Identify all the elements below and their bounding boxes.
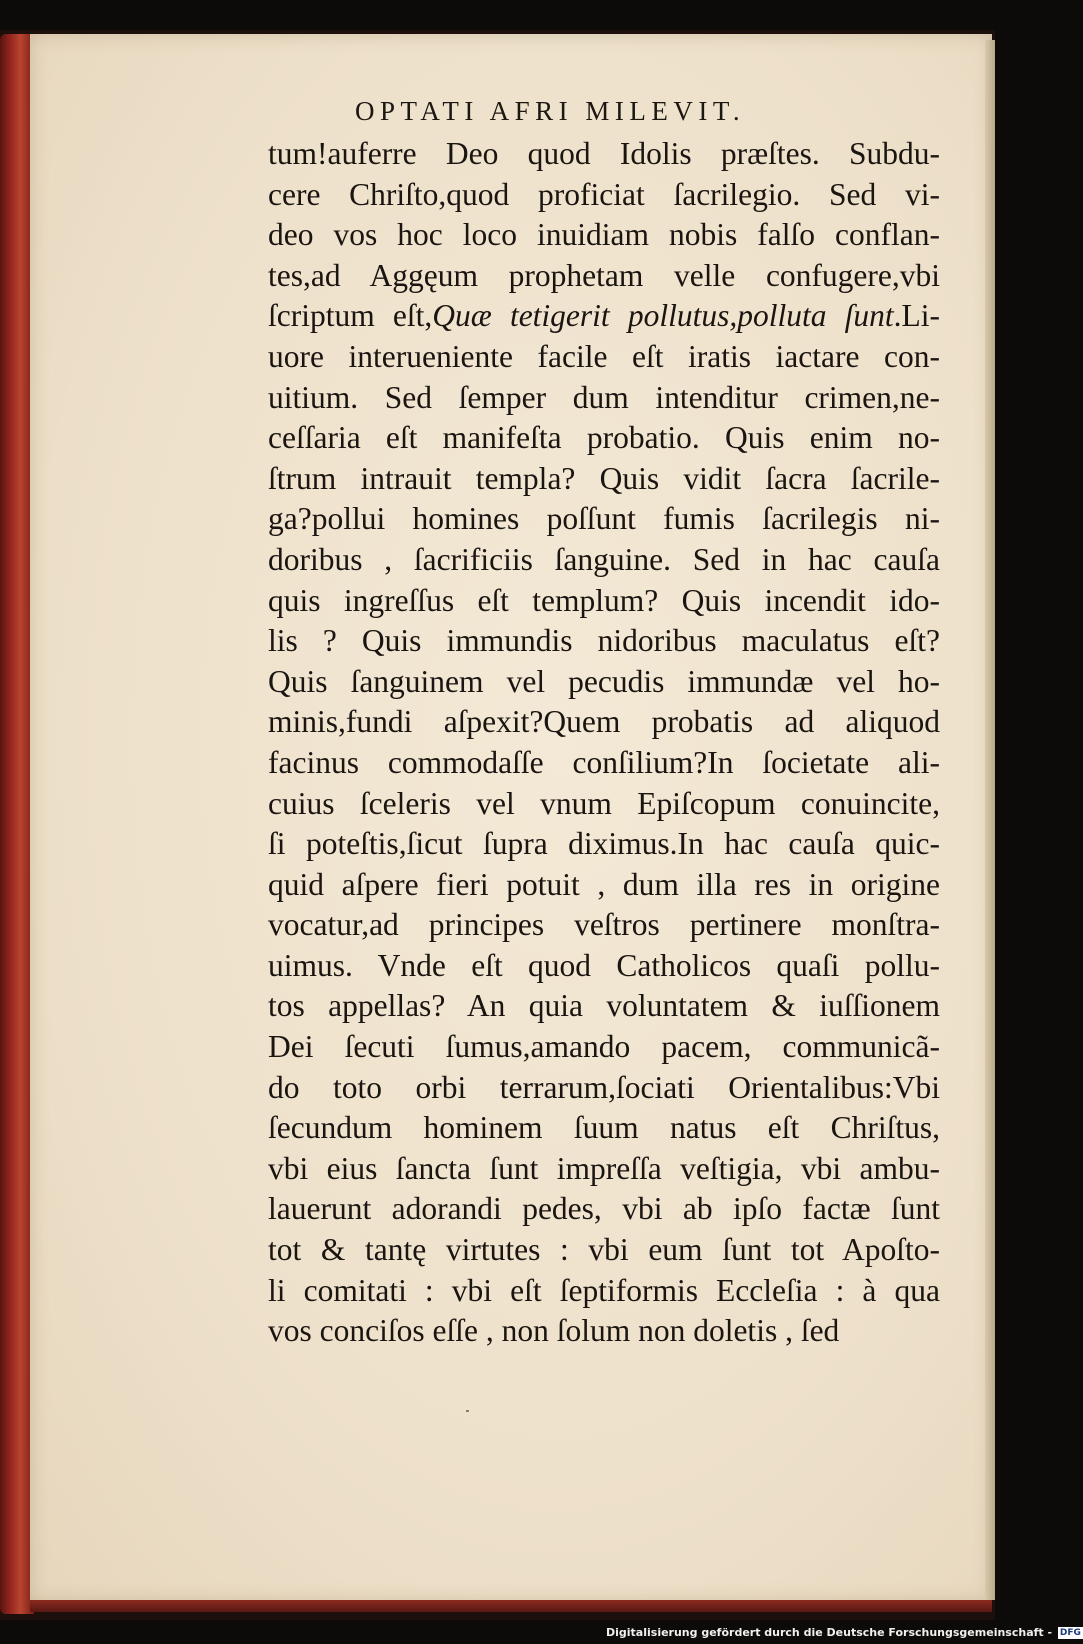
- line-text: quis ingreſſus eſt templum? Quis incendit ido-: [268, 582, 940, 618]
- line-text: doribus , ſacrificiis ſanguine. Sed in hac cauſa: [268, 541, 940, 577]
- text-line: [268, 702, 940, 743]
- line-text: tum!auferre Deo quod Idolis præſtes. Subdu-: [268, 136, 940, 171]
- dfg-logo: DFG: [1059, 1628, 1081, 1638]
- line-text: minis,fundi aſpexit?Quem probatis ad aliquod: [268, 704, 940, 740]
- text-line: [268, 784, 940, 825]
- line-text: cere Chriſto,quod proficiat ſacrilegio. Sed vi-: [268, 176, 940, 212]
- text-line: [268, 743, 940, 784]
- line-text: deo vos hoc loco inuidiam nobis falſo conflan-: [268, 217, 940, 253]
- text-line: [268, 134, 940, 175]
- text-line: [268, 1271, 940, 1312]
- paper-speck: [466, 1410, 469, 1412]
- line-text: Quis ſanguinem vel pecudis immundæ vel ho-: [268, 663, 940, 699]
- text-line: [268, 215, 940, 256]
- line-text-after: .Li-: [893, 298, 941, 334]
- line-text: ſecundum hominem ſuum natus eſt Chriſtus,: [268, 1110, 940, 1146]
- text-line: [268, 418, 940, 459]
- italic-quote: Quæ tetigerit pollutus,polluta ſunt: [432, 298, 894, 334]
- text-line: [268, 1189, 940, 1230]
- line-text: uore interueniente facile eſt iratis iactare con-: [268, 338, 940, 374]
- footer-text: Digitalisierung gefördert durch die Deutsche Forschungsgemeinschaft -: [606, 1626, 1053, 1639]
- line-text: lauerunt adorandi pedes, vbi ab ipſo factæ ſunt: [268, 1191, 940, 1227]
- line-text: tes,ad Aggęum prophetam velle confugere,vbi: [268, 257, 940, 293]
- line-text: Dei ſecuti ſumus,amando pacem, communicã-: [268, 1029, 940, 1065]
- text-line: [268, 459, 940, 500]
- text-line: [268, 1311, 940, 1352]
- line-text: ſtrum intrauit templa? Quis vidit ſacra ſacrile-: [268, 460, 940, 496]
- line-text: tos appellas? An quia voluntatem & iuſſionem: [268, 988, 940, 1024]
- line-text: ſcriptum eſt,: [268, 298, 433, 334]
- line-text: uitium. Sed ſemper dum intenditur crimen,ne-: [268, 379, 940, 415]
- text-line: [268, 905, 940, 946]
- text-line: [268, 296, 940, 337]
- body-text: [268, 134, 940, 1352]
- page-right-edge: [985, 40, 995, 1600]
- line-text: vbi eius ſancta ſunt impreſſa veſtigia, vbi ambu-: [268, 1150, 940, 1186]
- text-line: [268, 824, 940, 865]
- text-line: [268, 1027, 940, 1068]
- text-line: [268, 337, 940, 378]
- line-text: ga?pollui homines poſſunt fumis ſacrilegis ni-: [268, 501, 940, 537]
- line-text: ceſſaria eſt manifeſta probatio. Quis enim no-: [268, 420, 940, 456]
- digitization-footer: [606, 1626, 1083, 1642]
- text-line: [268, 1230, 940, 1271]
- line-text: vocatur,ad principes veſtros pertinere monſtra-: [268, 907, 940, 943]
- page-bottom-edge: [30, 1600, 992, 1612]
- text-line: [268, 581, 940, 622]
- line-text: do toto orbi terrarum,ſociati Orientalibus:Vbi: [268, 1069, 940, 1105]
- text-line: [268, 378, 940, 419]
- line-text: quid aſpere fieri potuit , dum illa res in origine: [268, 866, 940, 902]
- text-line: [268, 175, 940, 216]
- text-line: [268, 1149, 940, 1190]
- running-head: OPTATI AFRI MILEVIT.: [355, 96, 746, 126]
- line-text: facinus commodaſſe conſilium?In ſocietate ali-: [268, 744, 940, 780]
- line-text: ſi poteſtis,ſicut ſupra diximus.In hac cauſa quic-: [268, 826, 940, 862]
- text-line: [268, 1108, 940, 1149]
- text-line: [268, 540, 940, 581]
- text-line: [268, 499, 940, 540]
- line-text: cuius ſceleris vel vnum Epiſcopum conuincite,: [268, 785, 940, 821]
- line-text: tot & tantę virtutes : vbi eum ſunt tot Apoſto-: [268, 1232, 940, 1268]
- text-line: [268, 256, 940, 297]
- line-text: uimus. Vnde eſt quod Catholicos quaſi pollu-: [268, 947, 940, 983]
- text-line: [268, 621, 940, 662]
- line-text: vos conciſos eſſe , non ſolum non doletis , ſed: [268, 1313, 840, 1349]
- text-line: [268, 946, 940, 987]
- line-text: lis ? Quis immundis nidoribus maculatus eſt?: [268, 623, 940, 659]
- text-line: [268, 662, 940, 703]
- red-page-edge: [0, 34, 34, 1614]
- text-line: [268, 1068, 940, 1109]
- text-line: [268, 986, 940, 1027]
- line-text: li comitati : vbi eſt ſeptiformis Eccleſia : à qua: [268, 1272, 940, 1308]
- text-line: [268, 865, 940, 906]
